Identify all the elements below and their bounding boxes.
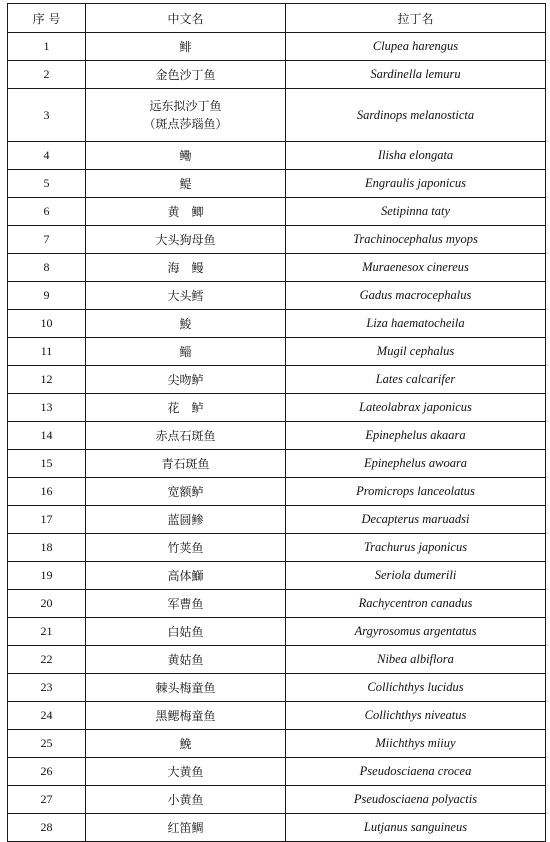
row-index: 26 (8, 758, 86, 786)
row-latin-name: Pseudosciaena crocea (286, 758, 546, 786)
header-latin-name: 拉丁名 (286, 4, 546, 33)
row-index: 15 (8, 450, 86, 478)
row-latin-name: Miichthys miiuy (286, 730, 546, 758)
row-chinese-name (86, 338, 286, 366)
row-chinese-name (86, 646, 286, 674)
chinese-name-text: 白姑鱼 (167, 624, 204, 639)
row-index: 2 (8, 61, 86, 89)
row-latin-name: Trachinocephalus myops (286, 226, 546, 254)
table-row (8, 254, 546, 282)
table-row (8, 646, 546, 674)
row-latin-name: Nibea albiflora (286, 646, 546, 674)
row-index: 16 (8, 478, 86, 506)
row-chinese-name (86, 478, 286, 506)
chinese-name-text: 尖吻鲈 (167, 372, 204, 387)
row-index: 23 (8, 674, 86, 702)
chinese-name-alias: （斑点莎瑙鱼） (143, 117, 228, 131)
table-row (8, 478, 546, 506)
chinese-name-text: 青石斑鱼 (161, 456, 210, 471)
row-index: 3 (8, 89, 86, 142)
row-latin-name: Sardinella lemuru (286, 61, 546, 89)
table-row (8, 702, 546, 730)
row-chinese-name (86, 814, 286, 842)
row-latin-name: Setipinna taty (286, 198, 546, 226)
table-row (8, 450, 546, 478)
table-row (8, 730, 546, 758)
table-body (8, 33, 546, 842)
chinese-name-text: 鳓 (179, 148, 192, 163)
chinese-name-text: 大头狗母鱼 (155, 232, 216, 247)
table-row (8, 506, 546, 534)
row-index: 1 (8, 33, 86, 61)
row-chinese-name (86, 702, 286, 730)
row-chinese-name (86, 254, 286, 282)
chinese-name-text: 宽额鲈 (167, 484, 204, 499)
row-chinese-name (86, 366, 286, 394)
row-chinese-name (86, 730, 286, 758)
row-latin-name: Gadus macrocephalus (286, 282, 546, 310)
chinese-name-text: 黑鳃梅童鱼 (155, 708, 216, 723)
row-chinese-name (86, 422, 286, 450)
row-chinese-name (86, 61, 286, 89)
chinese-name-text: 棘头梅童鱼 (155, 680, 216, 695)
row-chinese-name (86, 758, 286, 786)
table-row (8, 61, 546, 89)
chinese-name-text: 竹荚鱼 (167, 540, 204, 555)
row-latin-name: Decapterus maruadsi (286, 506, 546, 534)
row-index: 14 (8, 422, 86, 450)
species-table (7, 3, 546, 842)
row-chinese-name (86, 310, 286, 338)
row-index: 20 (8, 590, 86, 618)
chinese-name-text: 花 鲈 (167, 400, 204, 415)
row-latin-name: Muraenesox cinereus (286, 254, 546, 282)
table-row (8, 89, 546, 142)
row-chinese-name (86, 89, 286, 142)
chinese-name-text: 鮸 (179, 736, 192, 751)
chinese-name-text: 军曹鱼 (167, 596, 204, 611)
row-index: 28 (8, 814, 86, 842)
table-row (8, 786, 546, 814)
row-index: 24 (8, 702, 86, 730)
row-latin-name: Pseudosciaena polyactis (286, 786, 546, 814)
row-chinese-name (86, 450, 286, 478)
table-row (8, 170, 546, 198)
row-latin-name: Promicrops lanceolatus (286, 478, 546, 506)
row-chinese-name (86, 198, 286, 226)
table-row (8, 394, 546, 422)
row-chinese-name (86, 394, 286, 422)
chinese-name-text: 黄姑鱼 (167, 652, 204, 667)
table-row (8, 590, 546, 618)
table-row (8, 198, 546, 226)
row-latin-name: Epinephelus awoara (286, 450, 546, 478)
row-chinese-name (86, 674, 286, 702)
row-index: 19 (8, 562, 86, 590)
chinese-name-text: 赤点石斑鱼 (155, 428, 216, 443)
row-latin-name: Epinephelus akaara (286, 422, 546, 450)
row-index: 21 (8, 618, 86, 646)
row-index: 10 (8, 310, 86, 338)
row-latin-name: Lateolabrax japonicus (286, 394, 546, 422)
row-latin-name: Clupea harengus (286, 33, 546, 61)
row-latin-name: Lutjanus sanguineus (286, 814, 546, 842)
row-latin-name: Ilisha elongata (286, 142, 546, 170)
row-index: 11 (8, 338, 86, 366)
table-row (8, 562, 546, 590)
table-row (8, 338, 546, 366)
table-row (8, 814, 546, 842)
chinese-name-text: 鳀 (179, 176, 192, 191)
chinese-name-text: 蓝圆鲹 (167, 512, 204, 527)
chinese-name-text: 黄 鲫 (167, 204, 204, 219)
row-index: 6 (8, 198, 86, 226)
table-row (8, 33, 546, 61)
row-chinese-name (86, 506, 286, 534)
chinese-name-text: 红笛鲷 (167, 820, 204, 835)
table-row (8, 758, 546, 786)
chinese-name-text: 远东拟沙丁鱼 (149, 99, 222, 113)
table-row (8, 618, 546, 646)
row-chinese-name (86, 282, 286, 310)
row-index: 8 (8, 254, 86, 282)
chinese-name-text: 大黄鱼 (167, 764, 204, 779)
row-index: 5 (8, 170, 86, 198)
row-index: 27 (8, 786, 86, 814)
row-chinese-name (86, 534, 286, 562)
row-chinese-name (86, 590, 286, 618)
row-latin-name: Engraulis japonicus (286, 170, 546, 198)
row-index: 22 (8, 646, 86, 674)
row-index: 4 (8, 142, 86, 170)
chinese-name-text: 大头鳕 (167, 288, 204, 303)
row-latin-name: Trachurus japonicus (286, 534, 546, 562)
header-row (8, 4, 546, 33)
row-latin-name: Argyrosomus argentatus (286, 618, 546, 646)
row-latin-name: Mugil cephalus (286, 338, 546, 366)
chinese-name-text: 鲻 (179, 344, 192, 359)
row-latin-name: Collichthys niveatus (286, 702, 546, 730)
table-row (8, 226, 546, 254)
chinese-name-text: 鮻 (179, 316, 192, 331)
row-index: 13 (8, 394, 86, 422)
row-latin-name: Seriola dumerili (286, 562, 546, 590)
table-row (8, 422, 546, 450)
row-chinese-name (86, 618, 286, 646)
row-chinese-name (86, 170, 286, 198)
row-latin-name: Sardinops melanosticta (286, 89, 546, 142)
chinese-name-text: 鲱 (179, 39, 192, 54)
chinese-name-text: 海 鳗 (167, 260, 204, 275)
row-chinese-name (86, 786, 286, 814)
row-chinese-name (86, 142, 286, 170)
row-index: 12 (8, 366, 86, 394)
row-chinese-name (86, 562, 286, 590)
row-index: 17 (8, 506, 86, 534)
table-row (8, 282, 546, 310)
table-row (8, 142, 546, 170)
table-row (8, 366, 546, 394)
chinese-name-text: 金色沙丁鱼 (155, 67, 216, 82)
chinese-name-text: 小黄鱼 (167, 792, 204, 807)
row-latin-name: Lates calcarifer (286, 366, 546, 394)
table-row (8, 674, 546, 702)
row-index: 7 (8, 226, 86, 254)
row-latin-name: Rachycentron canadus (286, 590, 546, 618)
table-row (8, 310, 546, 338)
header-index: 序 号 (8, 4, 86, 33)
header-chinese-name: 中文名 (86, 4, 286, 33)
row-chinese-name (86, 33, 286, 61)
row-latin-name: Liza haematocheila (286, 310, 546, 338)
row-index: 9 (8, 282, 86, 310)
row-latin-name: Collichthys lucidus (286, 674, 546, 702)
chinese-name-text: 高体鰤 (167, 568, 204, 583)
table-row (8, 534, 546, 562)
row-index: 25 (8, 730, 86, 758)
row-chinese-name (86, 226, 286, 254)
row-index: 18 (8, 534, 86, 562)
